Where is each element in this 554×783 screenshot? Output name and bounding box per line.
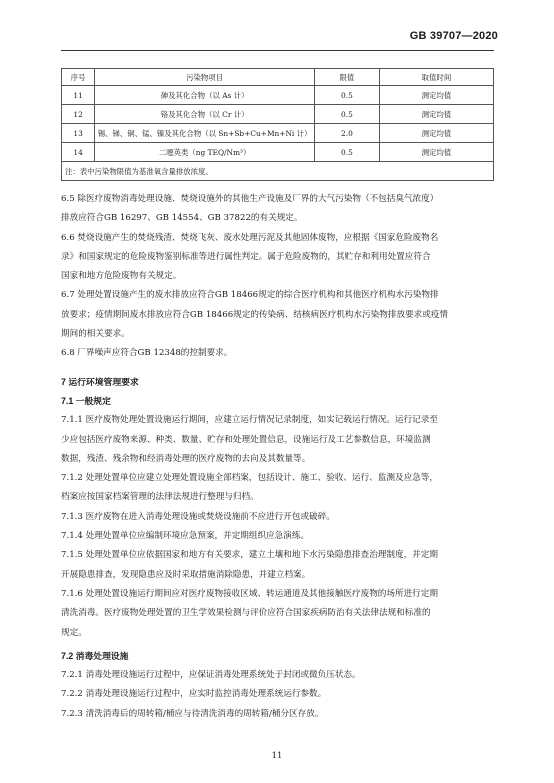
pollutant-limits-table xyxy=(61,68,494,181)
para-7-1-6-line2: 清洗消毒。医疗废物处理处置的卫生学效果检测与评价应符合国家疾病防治有关法律法规和标准的 xyxy=(61,608,431,619)
cell-no: 12 xyxy=(62,105,95,124)
para-7-1-4: 7.1.4 处理处置单位应编制环境应急预案，并定期组织应急演练。 xyxy=(61,531,310,542)
cell-time: 测定均值 xyxy=(379,143,493,162)
table-note: 注：表中污染物限值为基准氧含量排放浓度。 xyxy=(62,162,494,181)
cell-limit: 2.0 xyxy=(315,124,380,143)
para-6-8: 6.8 厂界噪声应符合GB 12348的控制要求。 xyxy=(61,348,233,359)
para-7-2-1: 7.2.1 消毒处理设施运行过程中，应保证消毒处理系统处于封闭或微负压状态。 xyxy=(61,670,361,681)
para-7-1-1-line1: 7.1.1 医疗废物处理处置设施运行期间，应建立运行情况记录制度，如实记载运行情况。运行记录至 xyxy=(61,415,438,426)
para-7-1-5-line1: 7.1.5 处理处置单位应依据国家和地方有关要求，建立土壤和地下水污染隐患排查治理制度，并定期 xyxy=(61,550,438,561)
cell-item: 锡、锑、铜、锰、镍及其化合物（以 Sn+Sb+Cu+Mn+Ni 计） xyxy=(95,124,315,143)
para-7-1-5-line2: 开展隐患排查，发现隐患应及时采取措施消除隐患，并建立档案。 xyxy=(61,569,311,580)
para-7-1-2-line1: 7.1.2 处理处置单位应建立处理处置设施全部档案，包括设计、施工、验收、运行、监测及应急等， xyxy=(61,473,438,484)
section-heading-7-2: 7.2 消毒处理设施 xyxy=(61,650,129,661)
cell-limit: 0.5 xyxy=(315,86,380,105)
cell-limit: 0.5 xyxy=(315,143,380,162)
cell-time: 测定均值 xyxy=(379,124,493,143)
cell-no: 13 xyxy=(62,124,95,143)
cell-item: 铬及其化合物（以 Cr 计） xyxy=(95,105,315,124)
section-heading-7-1: 7.1 一般规定 xyxy=(61,395,111,406)
table-row xyxy=(62,86,494,105)
para-6-6-line3: 国家和地方危险废物有关规定。 xyxy=(61,271,182,282)
col-header-item: 污染物项目 xyxy=(95,69,315,86)
standard-code: GB 39707—2020 xyxy=(409,30,498,42)
cell-item: 二噁英类（ng TEQ/Nm³） xyxy=(95,143,315,162)
para-6-5-line2: 排放应符合GB 16297、GB 14554、GB 37822的有关规定。 xyxy=(61,213,303,224)
table-row xyxy=(62,143,494,162)
table-header-row xyxy=(62,69,494,86)
cell-time: 测定均值 xyxy=(379,105,493,124)
para-6-7-line3: 期间的相关要求。 xyxy=(61,329,130,340)
section-heading-7: 7 运行环境管理要求 xyxy=(61,376,139,387)
table-row xyxy=(62,105,494,124)
para-7-1-1-line3: 数据，残渣、残余物和经消毒处理的医疗废物的去向及其数量等。 xyxy=(61,453,311,464)
cell-no: 14 xyxy=(62,143,95,162)
para-7-1-6-line3: 规定。 xyxy=(61,627,87,638)
table-note-row xyxy=(62,162,494,181)
col-header-no: 序号 xyxy=(62,69,95,86)
para-7-1-2-line2: 档案应按国家档案管理的法律法规进行整理与归档。 xyxy=(61,492,259,503)
para-6-6-line1: 6.6 焚烧设施产生的焚烧残渣、焚烧飞灰、废水处理污泥及其他固体废物，应根据《国家危险废物名 xyxy=(61,232,439,243)
cell-time: 测定均值 xyxy=(379,86,493,105)
para-7-1-6-line1: 7.1.6 处理处置设施运行期间应对医疗废物接收区域、转运通道及其他接触医疗废物的场所进行定期 xyxy=(61,588,438,599)
cell-limit: 0.5 xyxy=(315,105,380,124)
col-header-time: 取值时间 xyxy=(379,69,493,86)
col-header-limit: 限值 xyxy=(315,69,380,86)
para-7-1-3: 7.1.3 医疗废物在进入消毒处理设施或焚烧设施前不应进行开包或破碎。 xyxy=(61,511,335,522)
header-rule xyxy=(61,50,494,51)
para-7-2-3: 7.2.3 清洗消毒后的周转箱/桶应与待清洗消毒的周转箱/桶分区存放。 xyxy=(61,708,324,719)
para-6-7-line2: 放要求；疫情期间废水排放应符合GB 18466规定的传染病、结核病医疗机构水污染物排放要求或疫情 xyxy=(61,309,449,320)
para-6-6-line2: 录》和国家规定的危险废物鉴别标准等进行属性判定。属于危险废物的，其贮存和利用处置应符合 xyxy=(61,251,431,262)
para-7-1-1-line2: 少应包括医疗废物来源、种类、数量、贮存和处理处置信息，设施运行及工艺参数信息，环境监测 xyxy=(61,434,431,445)
para-6-7-line1: 6.7 处理处置设施产生的废水排放应符合GB 18466规定的综合医疗机构和其他医疗机构水污染物排 xyxy=(61,290,439,301)
table-row xyxy=(62,124,494,143)
page-number: 11 xyxy=(271,751,283,761)
cell-item: 砷及其化合物（以 As 计） xyxy=(95,86,315,105)
para-7-2-2: 7.2.2 消毒处理设施运行过程中，应实时监控消毒处理系统运行参数。 xyxy=(61,689,327,700)
body-text xyxy=(61,190,497,724)
para-6-5-line1: 6.5 除医疗废物消毒处理设施、焚烧设施外的其他生产设施及厂界的大气污染物（不包括臭气浓度） xyxy=(61,194,439,204)
cell-no: 11 xyxy=(62,86,95,105)
